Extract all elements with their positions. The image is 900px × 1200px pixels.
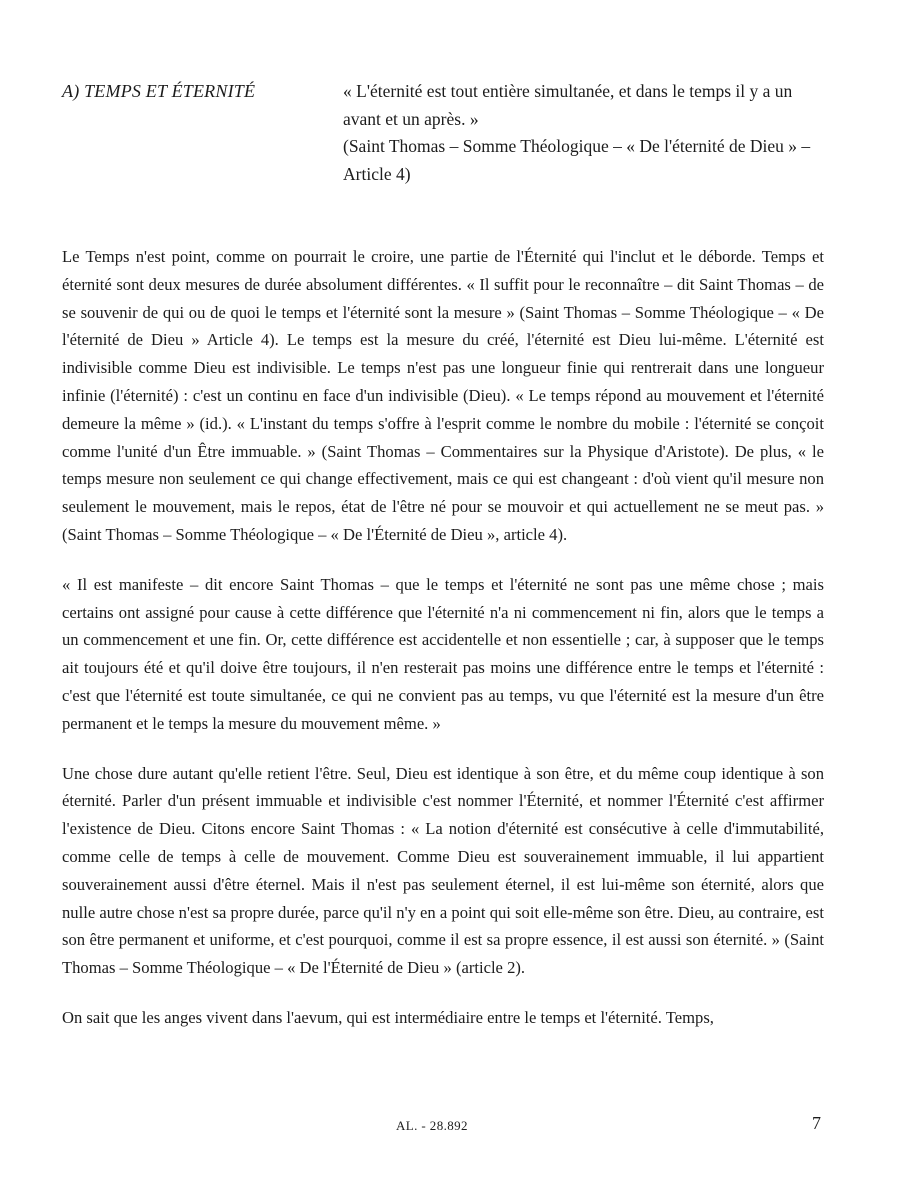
footer-code: AL. - 28.892 (396, 1118, 468, 1133)
section-title: A) TEMPS ET ÉTERNITÉ (62, 81, 256, 101)
page-number: 7 (812, 1113, 821, 1133)
epigraph (343, 78, 828, 188)
epigraph-source: (Saint Thomas – Somme Théologique – « De l'éternité de Dieu » – Article 4) (343, 136, 811, 184)
body-text (62, 243, 824, 1054)
paragraph-1: Le Temps n'est point, comme on pourrait le croire, une partie de l'Éternité qui l'inclut et le déborde. Temps et éternité sont deux mesures de durée absolument différentes. « Il suffit pour le reconnaître – dit Saint Thomas – de se souvenir de qui ou de quoi le temps et l'éternité sont la mesure » (Saint Thomas – Somme Théologique – « De l'éternité de Dieu » Article 4). Le temps est la mesure du créé, l'éternité est Dieu lui-même. L'éternité est indivisible comme Dieu est indivisible. Le temps n'est pas une longueur finie qui rentrerait dans une longueur infinie (l'éternité) : c'est un continu en face d'un indivisible (Dieu). « Le temps répond au mouvement et l'éternité demeure la même » (id.). « L'instant du temps s'offre à l'esprit comme le nombre du mobile : l'éternité se conçoit comme l'unité d'un Être immuable. » (Saint Thomas – Commentaires sur la Physique d'Aristote). De plus, « le temps mesure non seulement ce qui change effectivement, mais ce qui est changeant : d'où vient qu'il mesure non seulement le mouvement, mais le repos, état de l'être né pour se mouvoir et qui actuellement ne se meut pas. » (Saint Thomas – Somme Théologique – « De l'Éternité de Dieu », article 4). (62, 247, 824, 544)
epigraph-quote: « L'éternité est tout entière simultanée, et dans le temps il y a un avant et un après. » (343, 81, 793, 129)
paragraph-2: « Il est manifeste – dit encore Saint Thomas – que le temps et l'éternité ne sont pas une même chose ; mais certains ont assigné pour cause à cette différence que l'éternité n'a ni commencement ni fin, alors que le temps a un commencement et une fin. Or, cette différence est accidentelle et non essentielle ; car, à supposer que le temps ait toujours été et qu'il doive être toujours, il n'en resterait pas moins une différence entre le temps et l'éternité : c'est que l'éternité est toute simultanée, ce qui ne convient pas au temps, vu que l'éternité est la mesure d'un être permanent et le temps la mesure du mouvement même. » (62, 574, 824, 733)
paragraph-4: On sait que les anges vivent dans l'aevum, qui est intermédiaire entre le temps et l'éternité. Temps, (62, 1007, 714, 1027)
paragraph-3: Une chose dure autant qu'elle retient l'être. Seul, Dieu est identique à son être, et du même coup identique à son éternité. Parler d'un présent immuable et indivisible c'est nommer l'Éternité, et nommer l'Éternité c'est affirmer l'existence de Dieu. Citons encore Saint Thomas : « La notion d'éternité est consécutive à celle d'immutabilité, comme celle de temps à celle de mouvement. Comme Dieu est souverainement immuable, il lui appartient souverainement aussi d'être éternel. Mais il n'est pas seulement éternel, il est lui-même son éternité, alors que nulle autre chose n'est sa propre durée, parce qu'il n'y en a point qui soit elle-même son être. Dieu, au contraire, est son être permanent et uniforme, et c'est pourquoi, comme il est sa propre essence, il est aussi son éternité. » (Saint Thomas – Somme Théologique – « De l'Éternité de Dieu » (article 2). (62, 763, 824, 978)
